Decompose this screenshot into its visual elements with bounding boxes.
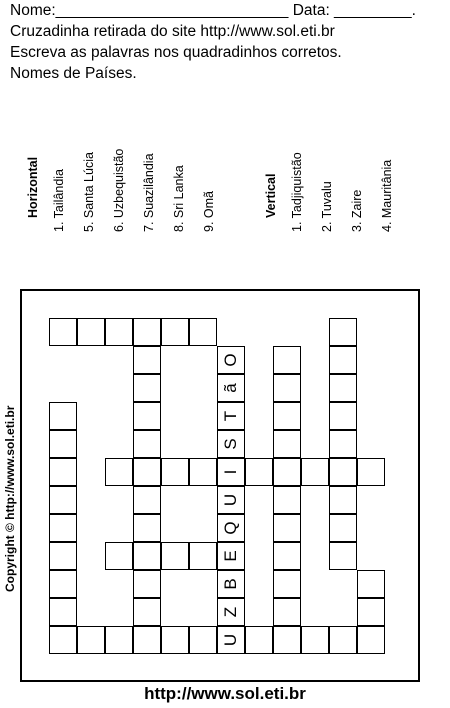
crossword-cell[interactable] [77, 626, 105, 654]
crossword-cell[interactable] [161, 458, 189, 486]
crossword-cell[interactable] [329, 430, 357, 458]
crossword-cell[interactable] [329, 458, 357, 486]
clue-vertical: 1. Tadjiquistão [290, 152, 304, 232]
crossword-cell[interactable] [329, 626, 357, 654]
prefilled-letter: B [221, 578, 240, 590]
crossword-cell[interactable] [189, 626, 217, 654]
vertical-title: Vertical [264, 173, 278, 218]
crossword-cell[interactable] [105, 318, 133, 346]
crossword-cell[interactable] [273, 626, 301, 654]
crossword-cell[interactable] [77, 318, 105, 346]
crossword-cell[interactable] [273, 402, 301, 430]
clue-vertical: 2. Tuvalu [320, 181, 334, 232]
crossword-cell[interactable] [329, 542, 357, 570]
clue-vertical: 3. Zaire [350, 189, 364, 232]
topic-line: Nomes de Países. [10, 65, 137, 82]
crossword-cell[interactable] [133, 430, 161, 458]
crossword-cell[interactable] [329, 486, 357, 514]
source-line: Cruzadinha retirada do site http://www.sol.eti.br [10, 23, 335, 40]
crossword-cell[interactable] [357, 458, 385, 486]
crossword-cell[interactable] [273, 458, 301, 486]
crossword-cell[interactable] [49, 430, 77, 458]
crossword-cell[interactable] [49, 486, 77, 514]
crossword-cell[interactable] [133, 374, 161, 402]
crossword-cell[interactable] [49, 570, 77, 598]
copyright-text: Copyright © http://www.sol.eti.br [3, 405, 17, 592]
crossword-cell[interactable] [161, 542, 189, 570]
crossword-cell[interactable] [133, 458, 161, 486]
prefilled-letter: E [221, 550, 240, 562]
prefilled-letter: U [221, 493, 240, 507]
crossword-cell[interactable] [273, 598, 301, 626]
crossword-cell[interactable] [329, 402, 357, 430]
crossword-cell[interactable] [273, 542, 301, 570]
crossword-cell[interactable] [105, 626, 133, 654]
crossword-cell[interactable] [49, 458, 77, 486]
clue-horizontal: 6. Uzbequistão [112, 148, 126, 232]
crossword-cell[interactable] [49, 542, 77, 570]
crossword-cell[interactable] [329, 318, 357, 346]
prefilled-letter: U [221, 633, 240, 647]
crossword-cell[interactable] [245, 458, 273, 486]
crossword-cell[interactable] [133, 318, 161, 346]
crossword-cell[interactable] [189, 458, 217, 486]
crossword-cell[interactable] [245, 626, 273, 654]
crossword-cell[interactable] [357, 598, 385, 626]
crossword-cell[interactable] [273, 570, 301, 598]
crossword-cell[interactable] [133, 486, 161, 514]
prefilled-letter: T [221, 410, 240, 422]
prefilled-letter: Z [221, 606, 240, 618]
prefilled-letter: I [221, 469, 240, 475]
crossword-cell[interactable] [357, 570, 385, 598]
crossword-cell[interactable] [49, 514, 77, 542]
crossword-cell[interactable] [49, 402, 77, 430]
crossword-cell[interactable] [329, 346, 357, 374]
crossword-cell[interactable] [357, 626, 385, 654]
crossword-cell[interactable] [133, 542, 161, 570]
crossword-cell[interactable] [329, 374, 357, 402]
footer-url: http://www.sol.eti.br [144, 684, 306, 703]
crossword-cell[interactable] [273, 514, 301, 542]
clue-horizontal: 8. Sri Lanka [172, 165, 186, 232]
clue-horizontal: 5. Santa Lúcia [82, 152, 96, 232]
prefilled-letter: O [221, 353, 240, 367]
crossword-cell[interactable] [189, 318, 217, 346]
horizontal-title: Horizontal [26, 156, 40, 218]
crossword-cell[interactable] [161, 626, 189, 654]
crossword-cell[interactable] [301, 458, 329, 486]
instruction-line: Escreva as palavras nos quadradinhos corretos. [10, 44, 342, 61]
crossword-cell[interactable] [273, 486, 301, 514]
name-date-line: Nome:___________________________ Data: _________. [10, 2, 416, 19]
prefilled-letter: ã [221, 383, 240, 393]
clue-vertical: 4. Mauritânia [380, 159, 394, 232]
crossword-cell[interactable] [161, 318, 189, 346]
crossword-cell[interactable] [49, 626, 77, 654]
crossword-cell[interactable] [133, 598, 161, 626]
crossword-cell[interactable] [49, 598, 77, 626]
clue-horizontal: 7. Suazilândia [142, 153, 156, 232]
crossword-cell[interactable] [301, 626, 329, 654]
crossword-cell[interactable] [105, 542, 133, 570]
clue-horizontal: 9. Omã [202, 191, 216, 232]
crossword-cell[interactable] [133, 346, 161, 374]
crossword-cell[interactable] [273, 374, 301, 402]
crossword-cell[interactable] [133, 570, 161, 598]
crossword-cell[interactable] [273, 346, 301, 374]
crossword-cell[interactable] [105, 458, 133, 486]
clue-horizontal: 1. Tailândia [52, 168, 66, 232]
crossword-cell[interactable] [133, 626, 161, 654]
crossword-cell[interactable] [273, 430, 301, 458]
crossword-cell[interactable] [133, 514, 161, 542]
crossword-cell[interactable] [329, 514, 357, 542]
crossword-cell[interactable] [189, 542, 217, 570]
prefilled-letter: Q [221, 521, 240, 535]
crossword-cell[interactable] [133, 402, 161, 430]
crossword-cell[interactable] [49, 318, 77, 346]
prefilled-letter: S [221, 438, 240, 450]
